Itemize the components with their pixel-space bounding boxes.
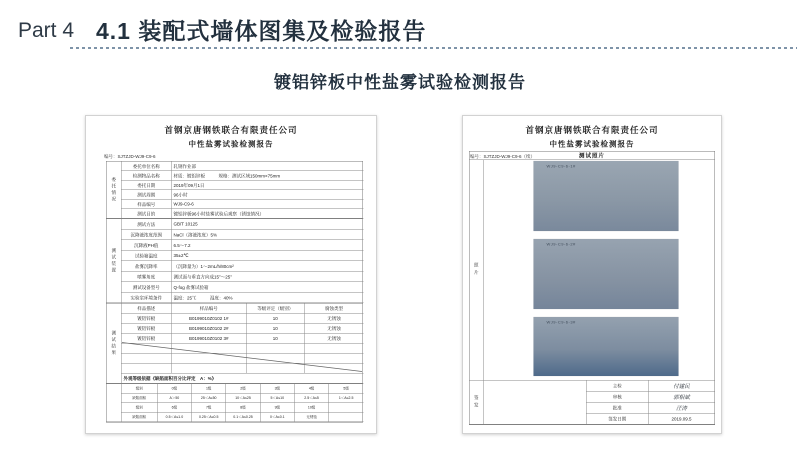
field-value-cell: 6.5～7.2 <box>172 240 364 251</box>
field-value-cell: NaCl（溶液浓度）5% <box>172 230 364 241</box>
result-empty-cell <box>247 344 305 354</box>
field-value-cell: 轧钢作业部 <box>172 162 364 172</box>
photo-table-body <box>470 160 715 380</box>
grade-cell: 缺陷面积 <box>122 394 158 404</box>
result-empty-cell <box>122 364 172 374</box>
grade-cell: 缺陷面积 <box>122 413 158 423</box>
right-report-page <box>462 115 722 434</box>
group-label: 测试装置 <box>107 219 122 303</box>
field-value-cell: 温度：25℃ 湿度：40% <box>172 293 364 304</box>
result-empty-cell <box>305 354 364 364</box>
result-empty-cell <box>122 354 172 364</box>
result-note-cell: 外观等级依据《缺陷面积百分比评定 A：%》 <box>122 374 364 384</box>
field-value-cell: 2019年09月1日 <box>172 181 364 191</box>
photo-cell <box>484 160 715 380</box>
table-section <box>106 219 363 304</box>
result-empty-cell <box>247 354 305 364</box>
field-value-cell: GB/T 10125 <box>172 219 364 230</box>
group-label: 委托情况 <box>107 162 122 219</box>
field-label-cell: 检测物品名称 <box>122 171 172 181</box>
left-report-content <box>86 116 376 433</box>
photo-table <box>469 151 715 425</box>
grade-cell: 级别 <box>122 403 158 413</box>
doc-number: 编号：SJTZJD-WJ9-C9-6（续） <box>470 154 535 159</box>
field-label-cell: 委托日期 <box>122 181 172 191</box>
field-label-cell: 沉降液浓度范围 <box>122 230 172 241</box>
result-cell: B0199010Z0102 1# <box>172 314 247 324</box>
grade-side-cell <box>107 384 122 422</box>
result-cell: 10 <box>247 324 305 334</box>
photo-label: WJ9-C9-6-1# <box>546 164 576 169</box>
grade-cell: 25＜A≤50 <box>192 394 226 404</box>
result-empty-cell <box>122 344 172 354</box>
report-table <box>106 161 363 423</box>
report-heading: 镀铝锌板中性盐雾试验检测报告 <box>274 73 526 92</box>
result-header-cell: 等级评定（级别） <box>247 304 305 314</box>
field-label-cell: 测试设备型号 <box>122 282 172 293</box>
grade-table <box>106 384 363 423</box>
company-name: 首钢京唐钢铁联合有限责任公司 <box>164 125 298 135</box>
result-header-cell: 腐蚀类型 <box>305 304 364 314</box>
group-label: 测试结果 <box>107 304 122 384</box>
grade-cell: A＞50 <box>158 394 192 404</box>
grade-cell <box>329 403 363 413</box>
result-cell: 无锈蚀 <box>305 314 364 324</box>
grade-cell: 4级 <box>295 384 329 394</box>
field-label-cell: 沉降液PH值 <box>122 240 172 251</box>
field-label-cell: 试验箱温度 <box>122 251 172 262</box>
result-empty-cell <box>247 364 305 374</box>
grade-cell: 3级 <box>260 384 294 394</box>
result-header-cell: 样品描述 <box>122 304 172 314</box>
section-title: 4.1 装配式墙体图集及检验报告 <box>96 18 427 44</box>
grade-cell: 5＜A≤10 <box>260 394 294 404</box>
specimen-photo <box>534 161 679 231</box>
result-empty-cell <box>172 344 247 354</box>
photo-label: WJ9-C9-6-3# <box>546 320 576 325</box>
specimen-photo <box>534 239 679 309</box>
result-empty-cell <box>305 344 364 354</box>
photo-label: WJ9-C9-6-2# <box>546 242 576 247</box>
sign-value-cell: 郭相斌 <box>649 392 715 403</box>
doc-title: 中性盐雾试验检测报告 <box>549 140 635 149</box>
result-cell: 10 <box>247 314 305 324</box>
field-label-cell: 委托单位名称 <box>122 162 172 172</box>
field-value-cell: 材质：镀铝锌板 规格：测试区域150mm×75mm <box>172 171 364 181</box>
sign-value-cell: 付建民 <box>649 381 715 392</box>
field-label-cell: 盐雾沉降率 <box>122 261 172 272</box>
field-value-cell: Q-fog 盐雾试验箱 <box>172 282 364 293</box>
sign-label-cell: 签发日期 <box>587 414 649 425</box>
field-label-cell: 样品编号 <box>122 200 172 210</box>
grade-cell: 0.5＜A≤1.0 <box>158 413 192 423</box>
result-cell: 镀铝锌板 <box>122 334 172 344</box>
field-label-cell: 喷雾角度 <box>122 272 172 283</box>
sign-side-label: 签发 <box>470 381 484 425</box>
result-empty-cell <box>305 364 364 374</box>
grade-cell: 6级 <box>158 403 192 413</box>
grade-cell <box>329 413 363 423</box>
grade-cell: 0级 <box>158 384 192 394</box>
grade-cell: 7级 <box>192 403 226 413</box>
sign-label-cell: 批准 <box>587 403 649 414</box>
part-label: Part 4 <box>18 19 75 42</box>
grade-cell: 1级 <box>192 384 226 394</box>
grade-cell: 0＜A≤0.1 <box>260 413 294 423</box>
left-report-page <box>85 115 377 434</box>
result-cell: 无锈蚀 <box>305 324 364 334</box>
field-value-cell: （沉降量为）1～2mL/h/80cm² <box>172 261 364 272</box>
sign-label-cell: 审核 <box>587 392 649 403</box>
result-empty-cell <box>172 354 247 364</box>
table-section <box>106 161 363 219</box>
title-divider <box>70 47 797 49</box>
field-value-cell: 测试面与垂直方向成15°～25° <box>172 272 364 283</box>
grade-cell: 无锈蚀 <box>295 413 329 423</box>
grade-cell: 5级 <box>329 384 363 394</box>
right-report-content <box>463 116 721 433</box>
signature-table <box>470 380 715 425</box>
field-value-cell: 镀铝锌板96小时盐雾试验后观察（锈蚀情况） <box>172 209 364 219</box>
company-name: 首钢京唐钢铁联合有限责任公司 <box>525 125 659 135</box>
doc-title: 中性盐雾试验检测报告 <box>188 140 274 149</box>
photo-table-header: 测试照片 <box>470 152 715 161</box>
grade-cell: 2级 <box>226 384 260 394</box>
grade-cell: 10级 <box>295 403 329 413</box>
grade-cell: 0.1＜A≤0.25 <box>226 413 260 423</box>
field-value-cell: WJ9-C9-6 <box>172 200 364 210</box>
grade-cell: 1＜A≤2.5 <box>329 394 363 404</box>
field-value-cell: 35±2℃ <box>172 251 364 262</box>
field-label-cell: 测试方法 <box>122 219 172 230</box>
result-cell: 无锈蚀 <box>305 334 364 344</box>
result-cell: 镀铝锌板 <box>122 314 172 324</box>
grade-cell: 8级 <box>226 403 260 413</box>
field-label-cell: 实验室环境条件 <box>122 293 172 304</box>
doc-number: 编号：SJTZJD-WJ9-C9-6 <box>104 154 156 159</box>
field-value-cell: 96小时 <box>172 190 364 200</box>
photo-side-label: 照片 <box>470 160 484 380</box>
specimen-photo <box>534 317 679 376</box>
sign-label-cell: 主检 <box>587 381 649 392</box>
sign-value-cell: 汪涛 <box>649 403 715 414</box>
result-empty-cell <box>172 364 247 374</box>
result-cell: 镀铝锌板 <box>122 324 172 334</box>
result-cell: B0199010Z0102 2# <box>172 324 247 334</box>
field-label-cell: 测试目的 <box>122 209 172 219</box>
sign-value-cell: 2019.09.5 <box>649 414 715 425</box>
table-section-result <box>106 304 363 385</box>
result-cell: B0199010Z0102 3# <box>172 334 247 344</box>
grade-cell: 级别 <box>122 384 158 394</box>
field-label-cell: 测试周期 <box>122 190 172 200</box>
result-cell: 10 <box>247 334 305 344</box>
sign-empty-cell <box>484 381 587 425</box>
grade-cell: 10＜A≤25 <box>226 394 260 404</box>
grade-cell: 0.25＜A≤0.5 <box>192 413 226 423</box>
result-header-cell: 样品编号 <box>172 304 247 314</box>
grade-cell: 2.5＜A≤5 <box>295 394 329 404</box>
grade-cell: 9级 <box>260 403 294 413</box>
